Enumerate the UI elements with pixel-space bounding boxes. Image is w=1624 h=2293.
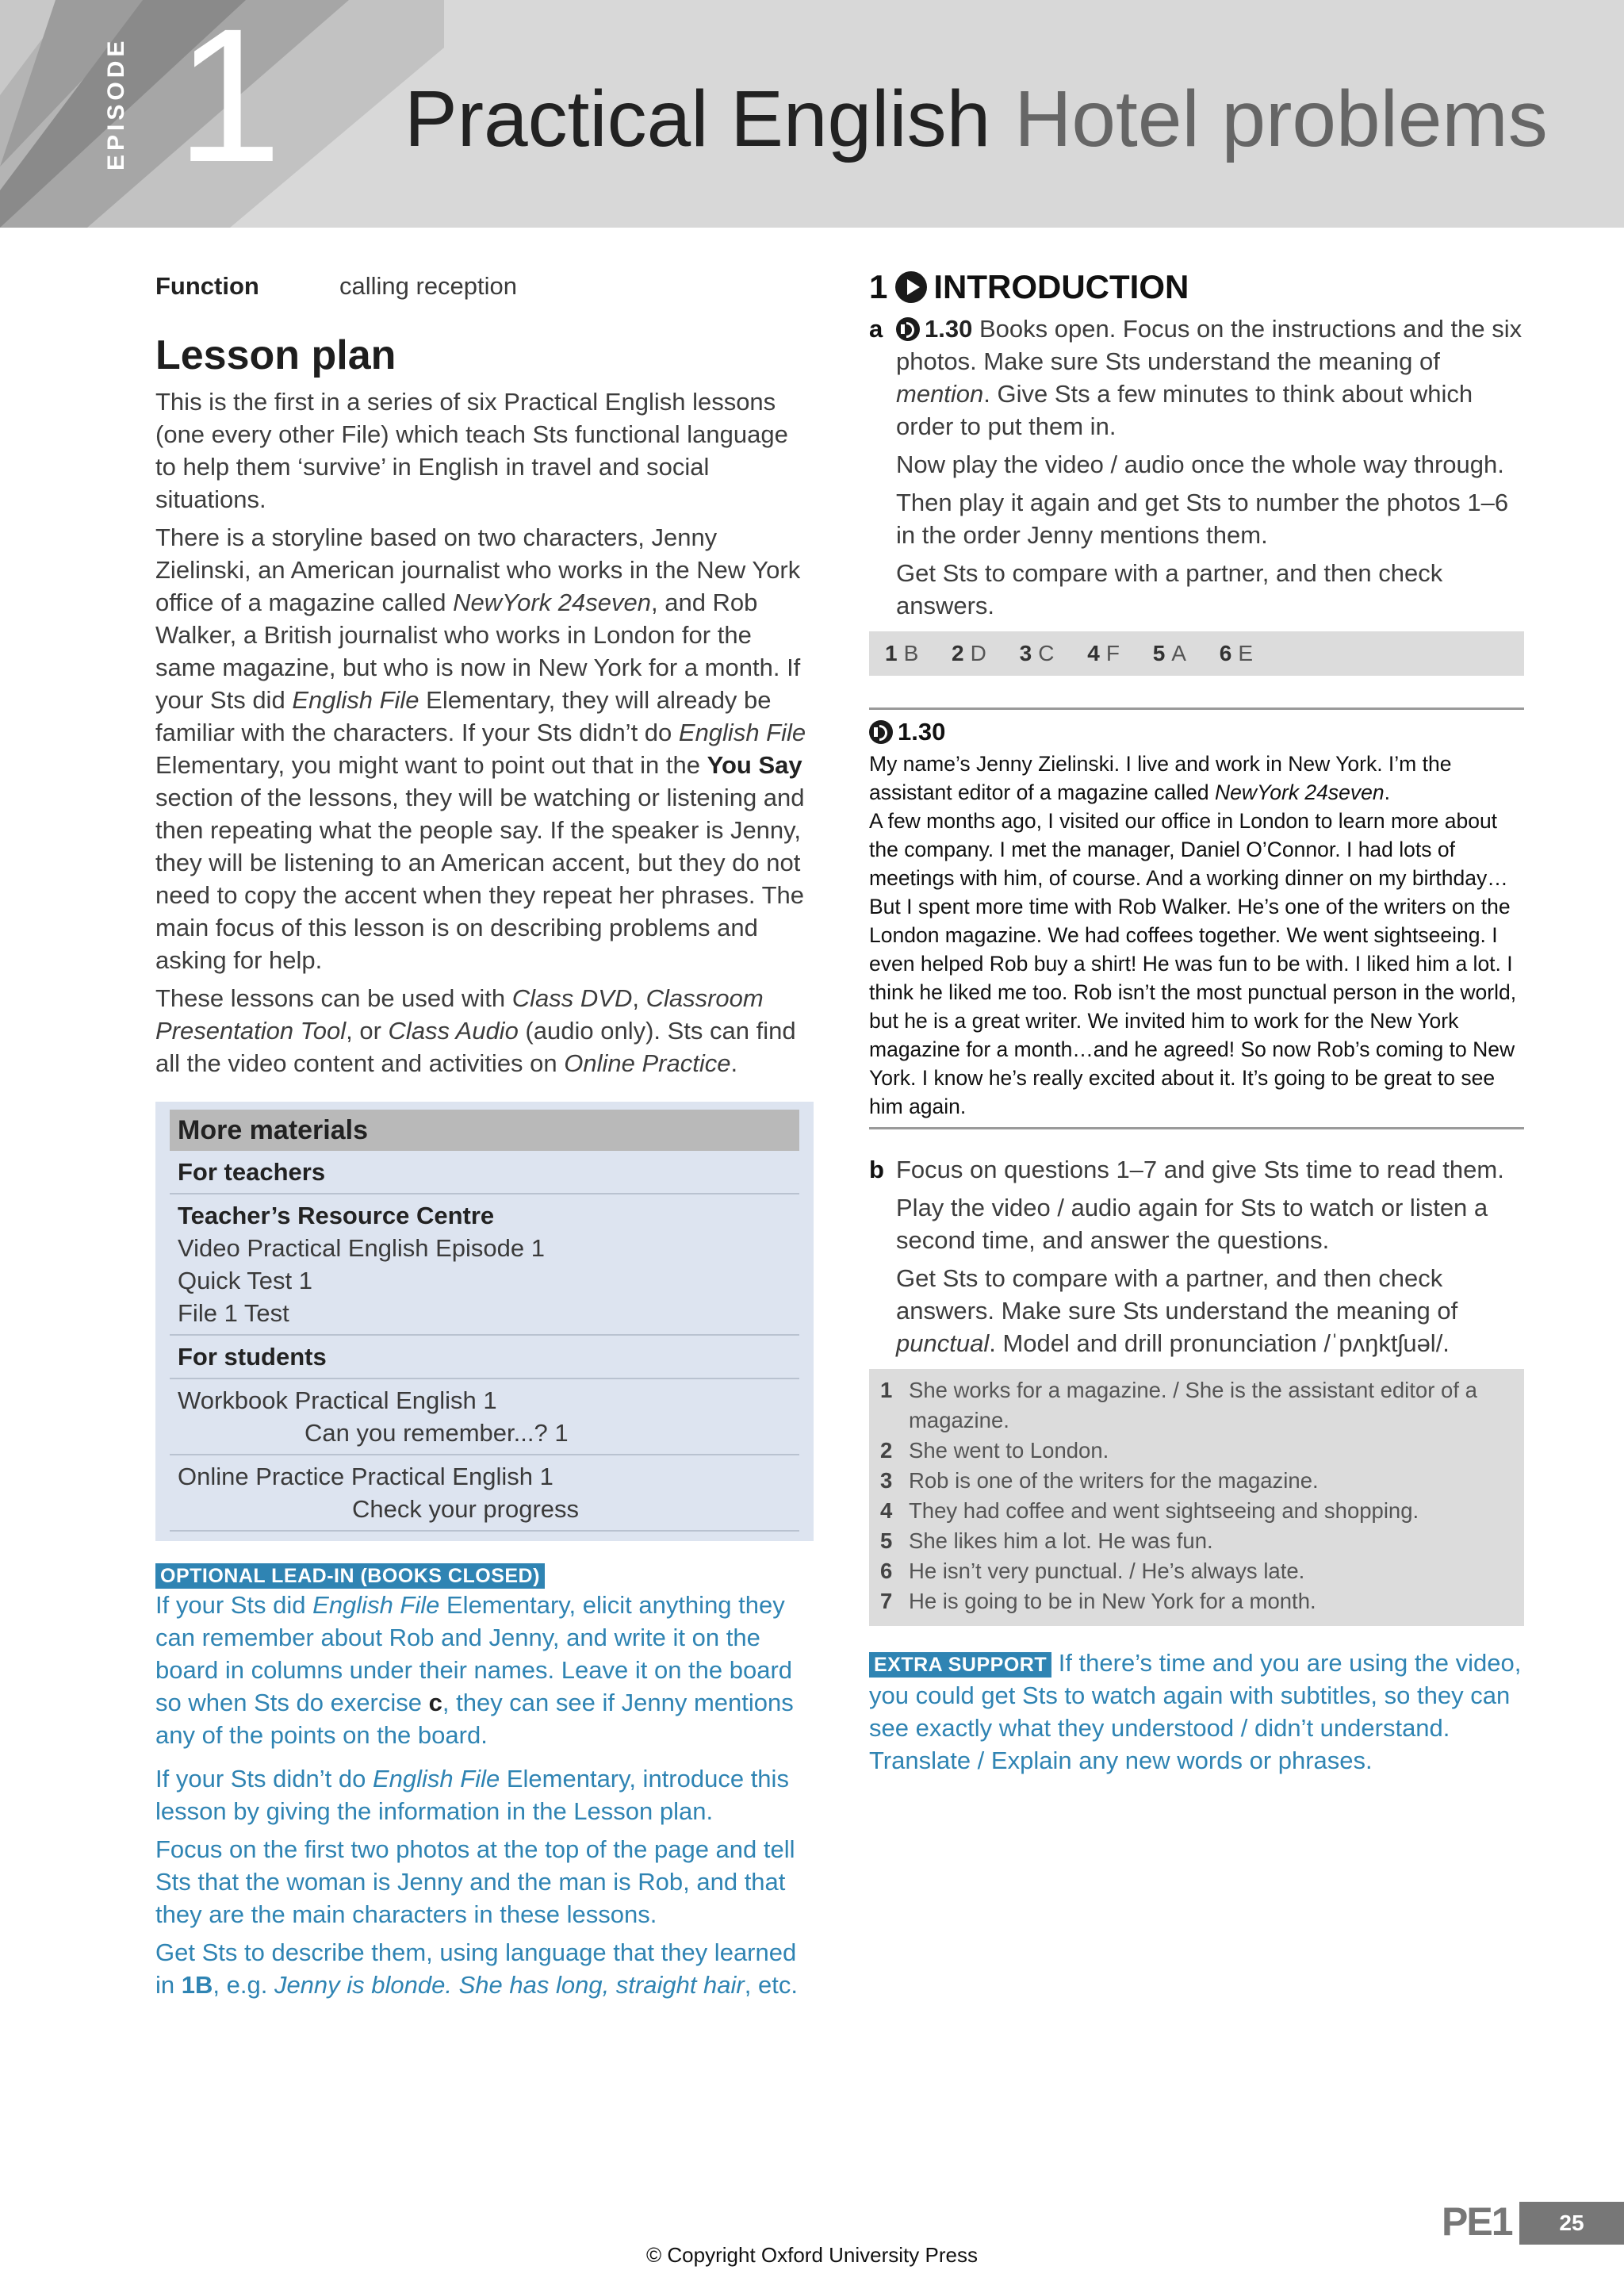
audio-script bbox=[869, 707, 1524, 1129]
answer-item: 7 He is going to be in New York for a month. bbox=[880, 1589, 1316, 1613]
lead-in-section bbox=[155, 1563, 814, 2001]
answer-item: 2 She went to London. bbox=[880, 1438, 1109, 1463]
function-row bbox=[155, 266, 814, 306]
more-materials-heading: More materials bbox=[170, 1110, 799, 1151]
right-column bbox=[869, 266, 1524, 1777]
lesson-plan-heading: Lesson plan bbox=[155, 332, 396, 378]
lead-in-paragraph-4: Get Sts to describe them, using language that they learned in 1B, e.g. Jenny is blonde. She has long, straight hair, etc. bbox=[155, 1938, 798, 1999]
trc-label: Teacher’s Resource Centre bbox=[178, 1202, 495, 1229]
audio-script-text-1: My name’s Jenny Zielinski. I live and work in New York. I’m the assistant editor of a magazine called NewYork 24seven. bbox=[869, 752, 1452, 804]
lead-in-paragraph-3: Focus on the first two photos at the top of the page and tell Sts that the woman is Jenny and the man is Rob, and that they are the main characters in these lessons. bbox=[155, 1835, 795, 1928]
left-column bbox=[155, 266, 814, 2001]
function-label: Function bbox=[155, 272, 259, 300]
introduction-heading bbox=[869, 266, 1524, 308]
exercise-a bbox=[869, 313, 1524, 622]
section-title: INTRODUCTION bbox=[933, 268, 1189, 305]
extra-support: EXTRA SUPPORT If there’s time and you are using the video, you could get Sts to watch again with subtitles, so they can see exactly what they understood / didn’t understand. Translate / Explain any new words or phrases. bbox=[869, 1649, 1522, 1774]
copyright-notice: © Copyright Oxford University Press bbox=[646, 2243, 978, 2267]
more-materials-box bbox=[155, 1102, 814, 1541]
answer-item: 5 She likes him a lot. He was fun. bbox=[880, 1528, 1213, 1553]
exercise-a-letter: a bbox=[869, 315, 883, 343]
lead-in-paragraph-1: If your Sts did English File Elementary, elicit anything they can remember about Rob and Jenny, and write it on the board in columns under their names. Leave it on the board so when Sts do exercise c, they can see if Jenny mentions any of the points on the board. bbox=[155, 1591, 794, 1749]
for-teachers-label: For teachers bbox=[170, 1151, 799, 1194]
exercise-b-paragraph-3: Get Sts to compare with a partner, and then check answers. Make sure Sts understand the meaning of punctual. Model and drill pronunciation /ˈpʌŋktʃuəl/. bbox=[896, 1264, 1458, 1357]
episode-number: 1 bbox=[176, 0, 282, 201]
title-sub: Hotel problems bbox=[1014, 75, 1548, 163]
exercise-a-answers: 1 B 2 D 3 C 4 F 5 A 6 E bbox=[869, 631, 1524, 676]
exercise-a-paragraph-4: Get Sts to compare with a partner, and then check answers. bbox=[896, 559, 1443, 619]
file-test-resource: File 1 Test bbox=[178, 1299, 289, 1327]
lead-in-paragraph-2: If your Sts didn’t do English File Elementary, introduce this lesson by giving the information in the Lesson plan. bbox=[155, 1765, 789, 1825]
episode-label: EPISODE bbox=[103, 36, 129, 171]
title-main: Practical English bbox=[404, 75, 991, 163]
exercise-b-letter: b bbox=[869, 1156, 884, 1183]
track-number: 1.30 bbox=[925, 315, 973, 343]
page-title bbox=[404, 71, 1548, 167]
for-students-label: For students bbox=[170, 1336, 799, 1379]
answer-item: 1 She works for a magazine. / She is the assistant editor of a magazine. bbox=[880, 1378, 1477, 1432]
teachers-resources bbox=[170, 1194, 799, 1336]
lesson-plan-paragraph-2: There is a storyline based on two characters, Jenny Zielinski, an American journalist who works in the New York office of a magazine called NewYork 24seven, and Rob Walker, a British journalist who works in London for the same magazine, but who is now in New York for a month. If your Sts did English File Elementary, they will already be familiar with the characters. If your Sts didn’t do English File Elementary, you might want to point out that in the You Say section of the lessons, they will be watching or listening and then repeating what the people say. If the speaker is Jenny, they will be listening to an American accent, but they do not need to copy the accent when they repeat her phrases. The main focus of this lesson is on describing problems and asking for help. bbox=[155, 523, 806, 974]
exercise-a-paragraph-3: Then play it again and get Sts to number the photos 1–6 in the order Jenny mentions them. bbox=[896, 489, 1509, 549]
quick-test-resource: Quick Test 1 bbox=[178, 1267, 313, 1294]
answer-item: 6 He isn’t very punctual. / He’s always late. bbox=[880, 1559, 1305, 1583]
lesson-plan-paragraph-3: These lessons can be used with Class DVD, Classroom Presentation Tool, or Class Audio (audio only). Sts can find all the video content and activities on Online Practice. bbox=[155, 984, 796, 1077]
audio-icon bbox=[869, 720, 893, 744]
function-value: calling reception bbox=[339, 272, 518, 300]
online-practice-resource: Online Practice Practical English 1 Check your progress bbox=[170, 1455, 799, 1532]
exercise-b-paragraph-1: Focus on questions 1–7 and give Sts time to read them. bbox=[896, 1156, 1504, 1183]
answer-item: 3 Rob is one of the writers for the magazine. bbox=[880, 1468, 1319, 1493]
exercise-b bbox=[869, 1153, 1524, 1359]
section-number: 1 bbox=[869, 268, 888, 305]
video-resource: Video Practical English Episode 1 bbox=[178, 1234, 545, 1262]
exercise-a-paragraph-1: 1.30 Books open. Focus on the instructions and the six photos. Make sure Sts understand the meaning of mention. Give Sts a few minutes to think about which order to put them in. bbox=[896, 315, 1522, 440]
lesson-plan-paragraph-1: This is the first in a series of six Practical English lessons (one every other File) which teach Sts functional language to help them ‘survive’ in English in travel and social situations. bbox=[155, 388, 788, 513]
audio-script-heading: 1.30 bbox=[869, 715, 1524, 750]
section-code: PE1 bbox=[1442, 2199, 1512, 2244]
page-header bbox=[0, 0, 1624, 228]
extra-support-tag: EXTRA SUPPORT bbox=[869, 1652, 1051, 1678]
answer-item: 4 They had coffee and went sightseeing and shopping. bbox=[880, 1498, 1419, 1523]
audio-icon bbox=[896, 317, 920, 341]
optional-lead-in-tag: OPTIONAL LEAD-IN (BOOKS CLOSED) bbox=[155, 1563, 545, 1589]
play-icon bbox=[895, 271, 927, 303]
exercise-a-paragraph-2: Now play the video / audio once the whole way through. bbox=[896, 451, 1504, 478]
page-number: 25 bbox=[1519, 2202, 1624, 2245]
audio-script-text-2: A few months ago, I visited our office in London to learn more about the company. I met the manager, Daniel O’Connor. I had lots of meetings with him, of course. And a working dinner on my birthday… But I spent more time with Rob Walker. He’s one of the writers on the London magazine. We had coffees together. We went sightseeing. I even helped Rob buy a shirt! He was fun to be with. I liked him a lot. I think he liked me too. Rob isn’t the most punctual person in the world, but he is a great writer. We invited him to work for the New York magazine for a month…and he agreed! So now Rob’s coming to New York. I know he’s really excited about it. It’s going to be great to see him again. bbox=[869, 809, 1517, 1118]
exercise-b-paragraph-2: Play the video / audio again for Sts to watch or listen a second time, and answer the questions. bbox=[896, 1194, 1488, 1254]
workbook-resource: Workbook Practical English 1 Can you remember...? 1 bbox=[170, 1379, 799, 1455]
exercise-b-answers bbox=[869, 1369, 1524, 1626]
